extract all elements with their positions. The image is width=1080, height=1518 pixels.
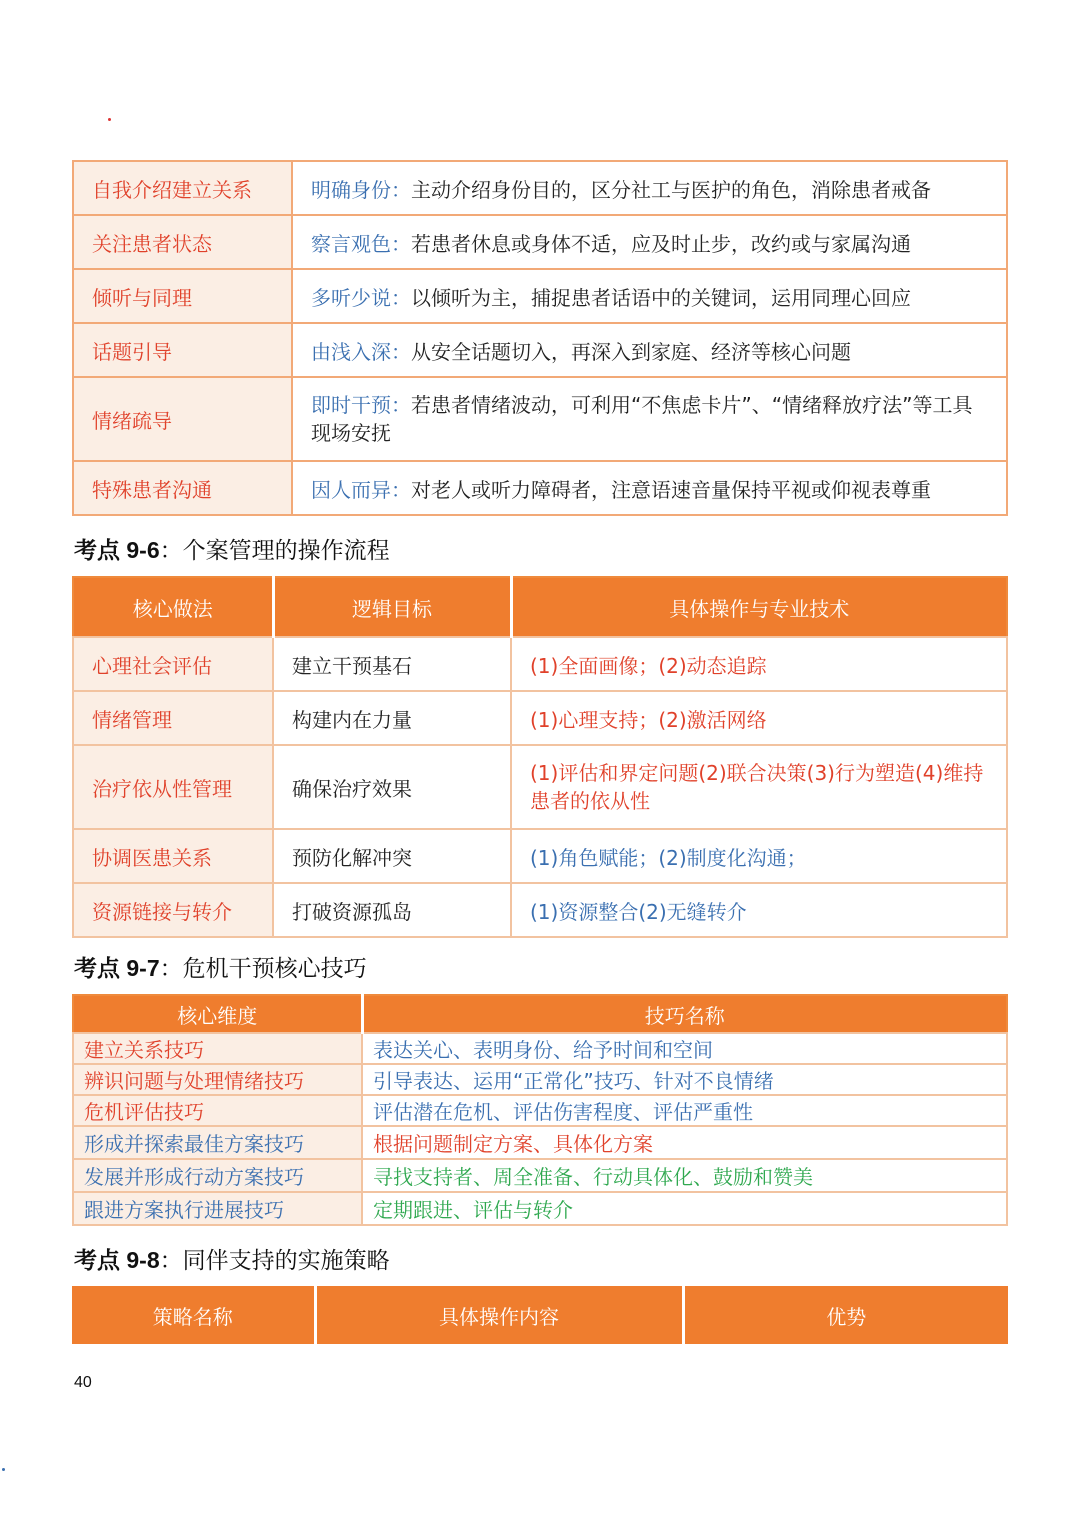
table-row [73,161,1007,215]
communication-skills-table [72,160,1008,516]
dimension-cell: 辨识问题与处理情绪技巧 [73,1064,362,1095]
skill-text: 以倾听为主，捕捉患者话语中的关键词，运用同理心回应 [411,285,911,310]
section-separator: ： [159,1248,183,1274]
table-row [73,1159,1007,1192]
goal-cell: 确保治疗效果 [273,745,511,829]
skill-key: 因人而异： [311,477,411,502]
goal-cell: 打破资源孤岛 [273,883,511,937]
table-row [73,691,1007,745]
section-heading [74,532,390,565]
operations-cell: (1)资源整合(2)无缝转介 [511,883,1007,937]
operations-cell: (1)全面画像；(2)动态追踪 [511,637,1007,691]
column-header: 核心维度 [73,995,362,1033]
skill-description [292,161,1007,215]
table-row [73,1095,1007,1126]
skill-text: 主动介绍身份目的，区分社工与医护的角色，消除患者戒备 [411,177,931,202]
method-cell: 心理社会评估 [73,637,273,691]
column-header: 逻辑目标 [273,577,511,637]
skill-name: 情绪疏导 [73,377,292,461]
skill-name: 话题引导 [73,323,292,377]
table-row [73,1192,1007,1225]
section-separator: ： [159,956,183,982]
skill-name: 倾听与同理 [73,269,292,323]
method-cell: 协调医患关系 [73,829,273,883]
method-cell: 治疗依从性管理 [73,745,273,829]
column-header: 具体操作与专业技术 [511,577,1007,637]
method-cell: 情绪管理 [73,691,273,745]
table-row [73,269,1007,323]
skill-description [292,461,1007,515]
goal-cell: 预防化解冲突 [273,829,511,883]
table-row [73,637,1007,691]
skill-description [292,215,1007,269]
column-header: 核心做法 [73,577,273,637]
skill-cell: 评估潜在危机、评估伤害程度、评估严重性 [362,1095,1007,1126]
table-header-row [73,577,1007,637]
skill-key: 明确身份： [311,177,411,202]
skill-description [292,323,1007,377]
column-header: 优势 [683,1286,1008,1344]
goal-cell: 建立干预基石 [273,637,511,691]
section-title: 危机干预核心技巧 [182,956,367,982]
skill-text: 对老人或听力障碍者，注意语速音量保持平视或仰视表尊重 [411,477,931,502]
skill-name: 特殊患者沟通 [73,461,292,515]
operations-cell: (1)角色赋能；(2)制度化沟通； [511,829,1007,883]
table-row [73,745,1007,829]
skill-description [292,377,1007,461]
dimension-cell: 跟进方案执行进展技巧 [73,1192,362,1225]
skill-key: 由浅入深： [311,339,411,364]
table-header-row [73,995,1007,1033]
skill-cell: 定期跟进、评估与转介 [362,1192,1007,1225]
crisis-intervention-table [72,994,1008,1226]
section-heading [74,950,367,983]
table-row [73,1064,1007,1095]
skill-cell: 寻找支持者、周全准备、行动具体化、鼓励和赞美 [362,1159,1007,1192]
peer-support-table [72,1286,1008,1344]
column-header: 策略名称 [72,1286,315,1344]
method-cell: 资源链接与转介 [73,883,273,937]
column-header: 具体操作内容 [315,1286,683,1344]
section-number: 考点 9-6 [74,537,160,563]
skill-key: 多听少说： [311,285,411,310]
skill-cell: 根据问题制定方案、具体化方案 [362,1126,1007,1159]
decorative-dot [2,1468,5,1471]
section-number: 考点 9-8 [74,1247,160,1273]
table-row [73,461,1007,515]
skill-description [292,269,1007,323]
table-row [73,829,1007,883]
goal-cell: 构建内在力量 [273,691,511,745]
skill-name: 关注患者状态 [73,215,292,269]
operations-cell: (1)评估和界定问题(2)联合决策(3)行为塑造(4)维持患者的依从性 [511,745,1007,829]
table-row [73,323,1007,377]
skill-text: 若患者情绪波动，可利用“不焦虑卡片”、“情绪释放疗法”等工具现场安抚 [311,393,973,445]
table-row [73,377,1007,461]
dimension-cell: 形成并探索最佳方案技巧 [73,1126,362,1159]
skill-cell: 表达关心、表明身份、给予时间和空间 [362,1033,1007,1064]
page-number: 40 [74,1374,92,1391]
dimension-cell: 发展并形成行动方案技巧 [73,1159,362,1192]
section-title: 同伴支持的实施策略 [182,1248,390,1274]
section-heading [74,1242,390,1275]
dimension-cell: 建立关系技巧 [73,1033,362,1064]
skill-key: 察言观色： [311,231,411,256]
skill-key: 即时干预： [311,393,411,417]
table-row [73,1126,1007,1159]
table-row [73,1033,1007,1064]
table-header-row [72,1286,1008,1344]
operations-cell: (1)心理支持；(2)激活网络 [511,691,1007,745]
section-number: 考点 9-7 [74,955,160,981]
skill-text: 从安全话题切入，再深入到家庭、经济等核心问题 [411,339,851,364]
table-row [73,215,1007,269]
dimension-cell: 危机评估技巧 [73,1095,362,1126]
section-title: 个案管理的操作流程 [182,538,390,564]
table-row [73,883,1007,937]
decorative-dot [108,118,111,121]
skill-cell: 引导表达、运用“正常化”技巧、针对不良情绪 [362,1064,1007,1095]
column-header: 技巧名称 [362,995,1007,1033]
skill-text: 若患者休息或身体不适，应及时止步，改约或与家属沟通 [411,231,911,256]
section-separator: ： [159,538,183,564]
case-management-table [72,576,1008,938]
skill-name: 自我介绍建立关系 [73,161,292,215]
